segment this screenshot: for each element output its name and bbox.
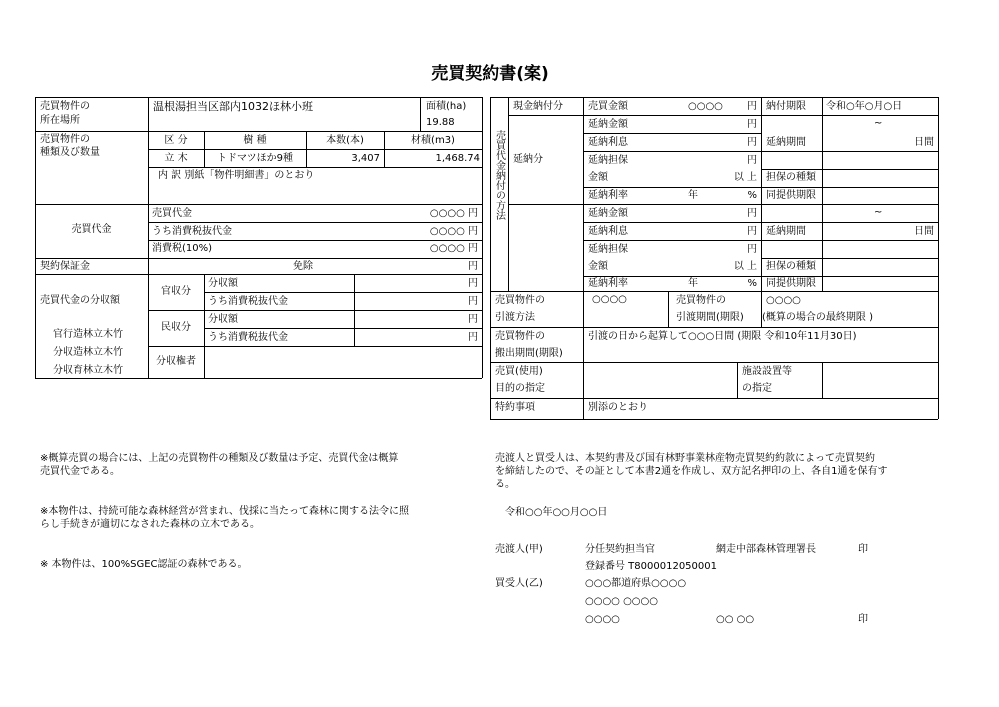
yen-3: 円 (468, 314, 478, 325)
days-2: 日間 (914, 226, 934, 237)
payment-method-label (492, 130, 506, 224)
deadline-label: 納付期限 (766, 101, 806, 112)
row-zaiseki: 1,468.74 (435, 153, 480, 164)
price-tax-amount: ○○○○ 円 (429, 243, 478, 254)
price-label: 売買代金 (71, 224, 112, 235)
delivery-value: ○○○○ (592, 294, 627, 305)
use-label-2: 目的の指定 (495, 383, 545, 394)
sub-label-3: 分収育林立木竹 (53, 365, 123, 376)
deferred-payment: 延納分 (513, 154, 543, 165)
document-title: 売買契約書(案) (431, 64, 549, 84)
row-jushu: トドマツほか9種 (216, 153, 294, 164)
private-share-tax-excl: うち消費税抜代金 (208, 332, 288, 343)
deferred-security-1: 延納担保 (588, 155, 628, 166)
contract-date: 令和○○年○○月○○日 (505, 507, 608, 518)
private-share-amount: 分収額 (208, 314, 238, 325)
deferred-security-2: 延納担保 (588, 244, 628, 255)
price-amount-label: 売買金額 (588, 101, 628, 112)
payment-method-text: 売買代金納付の方法 (493, 130, 505, 220)
col-honsu: 本数(本) (326, 135, 364, 146)
deferred-interest-2: 延納利息 (588, 226, 628, 237)
col-kubun: 区 分 (164, 135, 188, 146)
deferred-period-1: 延納期間 (766, 137, 806, 148)
deferred-period-2: 延納期間 (766, 226, 806, 237)
days-1: 日間 (914, 137, 934, 148)
deposit-yen: 円 (468, 261, 478, 272)
price-total-amount: ○○○○ 円 (429, 208, 478, 219)
yen-1: 円 (468, 278, 478, 289)
delivery-period-label: 売買物件の (676, 295, 726, 306)
seller-office: 網走中部森林管理署長 (716, 544, 816, 555)
contract-line-1: 売渡人と買受人は、本契約書及び国有林野事業林産物売買契約約款によって売買契約 (495, 453, 875, 464)
r-yen-5: 円 (747, 208, 757, 219)
uchiwake: 内 訳 別紙「物件明細書」のとおり (158, 170, 315, 181)
amount-1: 金額 (588, 172, 608, 183)
ijo-1: 以 上 (733, 172, 757, 183)
r-yen-2: 円 (747, 119, 757, 130)
delivery-period-label-2: 引渡期間(期限) (676, 312, 744, 323)
area-label: 面積(ha) (426, 101, 467, 112)
ijo-2: 以 上 (733, 261, 757, 272)
price-tax-excl-amount: ○○○○ 円 (429, 226, 478, 237)
collateral-type-2: 担保の種類 (766, 261, 816, 272)
buyer-seal: 印 (858, 614, 868, 625)
yen-2: 円 (468, 296, 478, 307)
removal-value: 引渡の日から起算して○○○日間 (期限 令和10年11月30日) (588, 331, 857, 342)
r-yen-4: 円 (747, 155, 757, 166)
govt-share-tax-excl: うち消費税抜代金 (208, 296, 288, 307)
same-period-1: 同提供期限 (766, 190, 816, 201)
facility-label-2: の指定 (742, 383, 772, 394)
year-2: 年 (688, 278, 698, 289)
removal-label: 売買物件の (495, 331, 545, 342)
note-3: ※ 本物件は、100%SGEC認証の森林である。 (40, 559, 248, 570)
amount-2: 金額 (588, 261, 608, 272)
deferred-rate-1: 延納利率 (588, 190, 628, 201)
sub-label-2: 分収造林立木竹 (53, 347, 123, 358)
seller-seal: 印 (858, 544, 868, 555)
seller-title: 分任契約担当官 (585, 544, 655, 555)
buyer-label: 買受人(乙) (495, 578, 543, 589)
seller-label: 売渡人(甲) (495, 544, 543, 555)
same-period-2: 同提供期限 (766, 278, 816, 289)
buyer-address-2: ○○○○ ○○○○ (585, 596, 658, 607)
percent-1: % (747, 190, 757, 201)
deposit-value: 免除 (293, 261, 313, 272)
tilde-1: ~ (874, 118, 883, 129)
buyer-name-2: ○○ ○○ (716, 614, 755, 625)
deferred-rate-2: 延納利率 (588, 278, 628, 289)
col-jushu: 樹 種 (243, 135, 267, 146)
removal-label-2: 搬出期間(期限) (495, 348, 563, 359)
sub-label-1: 官行造林立木竹 (53, 329, 123, 340)
contract-line-2: を締結したので、その証として本書2通を作成し、双方記名押印の上、各自1通を保有す (495, 466, 888, 477)
location-label-2: 所在場所 (40, 115, 80, 126)
area-value: 19.88 (426, 117, 455, 128)
r-yen-6: 円 (747, 226, 757, 237)
tilde-2: ~ (874, 207, 883, 218)
delivery-label-2: 引渡方法 (495, 312, 535, 323)
location-label: 売買物件の (40, 101, 90, 112)
govt-share-amount: 分収額 (208, 278, 238, 289)
deferred-interest-1: 延納利息 (588, 137, 628, 148)
yen-4: 円 (468, 332, 478, 343)
price-amount-value: ○○○○ (688, 101, 723, 112)
buyer-name-1: ○○○○ (585, 614, 620, 625)
price-row-tax-excl: うち消費税抜代金 (152, 226, 232, 237)
r-yen-3: 円 (747, 137, 757, 148)
row-kubun: 立 木 (164, 153, 188, 164)
contract-line-3: る。 (495, 479, 515, 490)
cash-payment: 現金納付分 (513, 101, 563, 112)
use-label: 売買(使用) (495, 366, 543, 377)
note-1-line-1: ※概算売買の場合には、上記の売買物件の種類及び数量は予定、売買代金は概算 (40, 453, 399, 464)
price-row-tax: 消費税(10%) (152, 243, 213, 254)
delivery-label: 売買物件の (495, 295, 545, 306)
note-2-line-2: らし手続きが適切になされた森林の立木である。 (40, 519, 260, 530)
deposit-label: 契約保証金 (40, 261, 90, 272)
deferred-amount-1: 延納金額 (588, 119, 628, 130)
row-honsu: 3,407 (351, 153, 380, 164)
r-yen-1: 円 (747, 101, 757, 112)
col-zaiseki: 材積(m3) (411, 135, 455, 146)
note-2-line-1: ※本物件は、持続可能な森林経営が営まれ、伐採に当たって森林に関する法令に照 (40, 506, 409, 517)
r-yen-7: 円 (747, 244, 757, 255)
registration-number: 登録番号 T8000012050001 (585, 561, 717, 572)
private-share: 民収分 (161, 322, 191, 333)
location-value: 温根湯担当区部内1032ほ林小班 (153, 100, 313, 113)
year-1: 年 (688, 190, 698, 201)
delivery-period-note: (概算の場合の最終期限 ) (762, 312, 873, 323)
percent-2: % (747, 278, 757, 289)
note-1-line-2: 売買代金である。 (40, 466, 120, 477)
buyer-address: ○○○都道府県○○○○ (585, 578, 687, 589)
govt-share: 官収分 (161, 286, 191, 297)
deadline-value: 令和○年○月○日 (826, 101, 903, 112)
collateral-type-1: 担保の種類 (766, 172, 816, 183)
delivery-period-value: ○○○○ (766, 295, 801, 306)
special-label: 特約事項 (495, 402, 535, 413)
kind-label: 売買物件の (40, 134, 90, 145)
special-value: 別添のとおり (588, 402, 648, 413)
share-label: 売買代金の分収額 (40, 295, 120, 306)
price-row-total: 売買代金 (152, 208, 192, 219)
deferred-amount-2: 延納金額 (588, 208, 628, 219)
facility-label: 施設設置等 (742, 366, 792, 377)
share-holder: 分収権者 (156, 356, 196, 367)
kind-label-2: 種類及び数量 (40, 147, 100, 158)
